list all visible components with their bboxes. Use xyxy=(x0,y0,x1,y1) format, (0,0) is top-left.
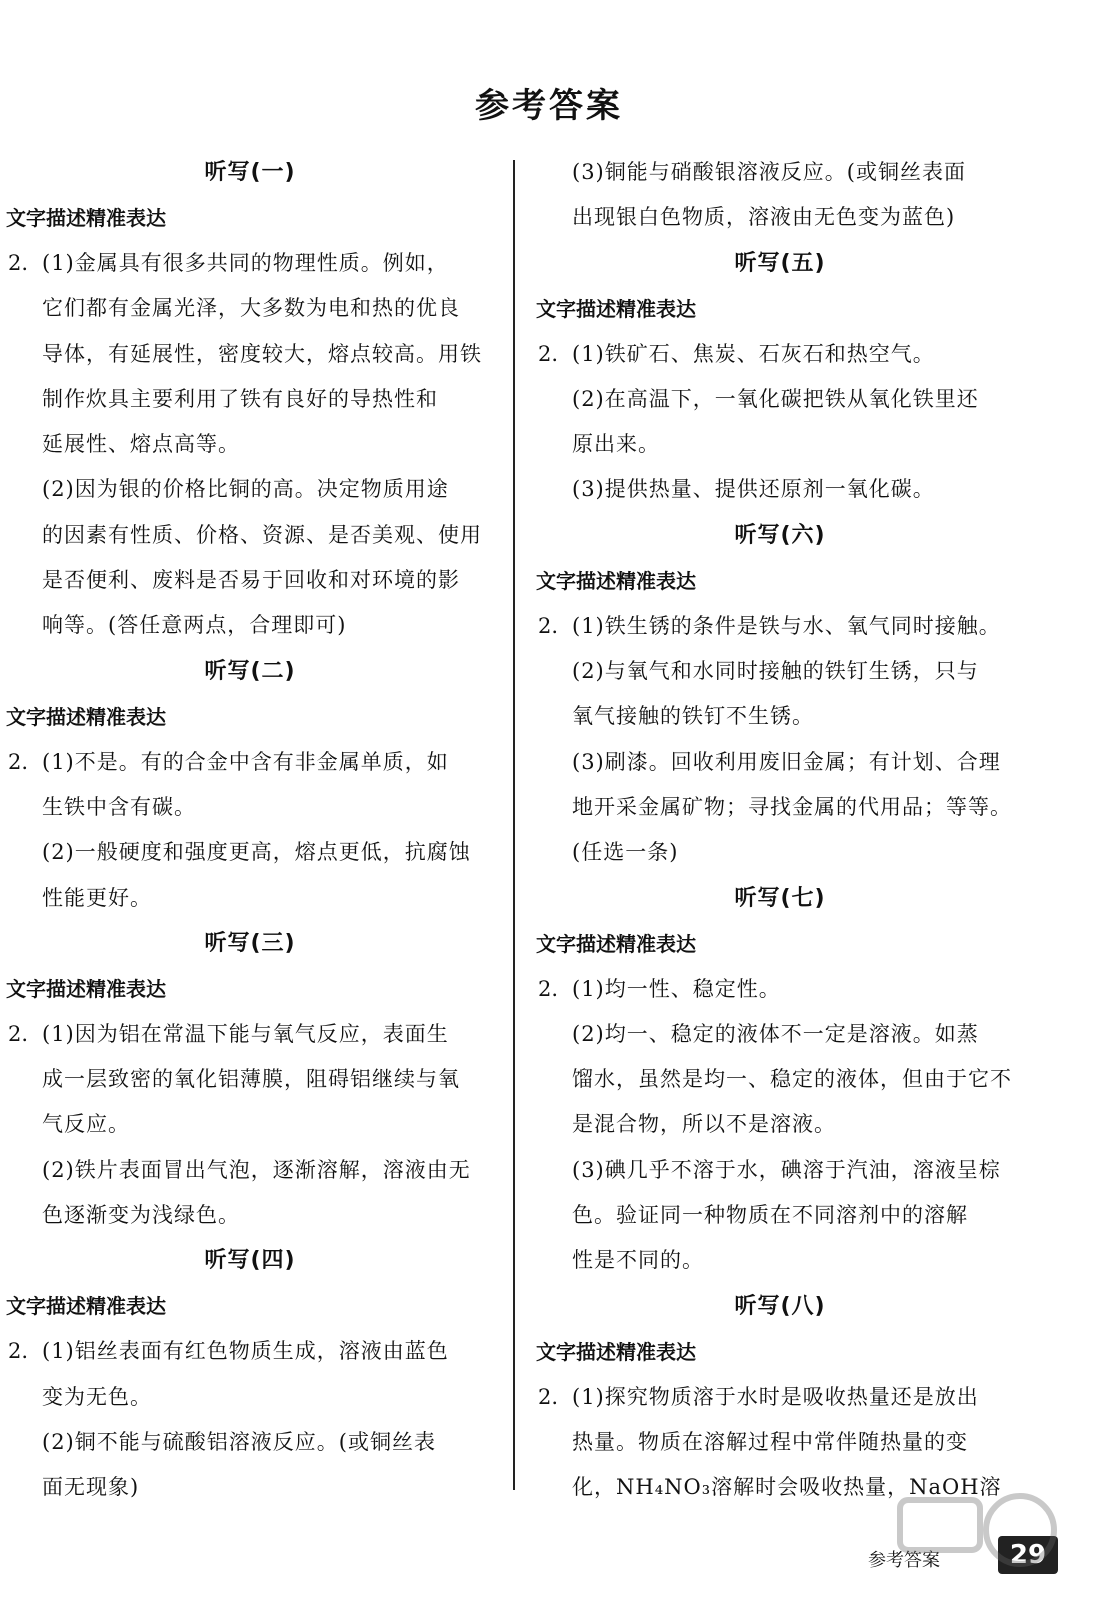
answer-line: (1)因为铝在常温下能与氧气反应，表面生 xyxy=(42,1021,449,1046)
sub-heading: 文字描述精准表达 xyxy=(6,206,166,230)
answer-line: (1)铁矿石、焦炭、石灰石和热空气。 xyxy=(572,341,935,366)
answer-line: (3)刷漆。回收利用废旧金属；有计划、合理 xyxy=(572,749,1001,774)
watermark-icon xyxy=(890,1470,1070,1600)
sub-heading: 文字描述精准表达 xyxy=(6,704,166,729)
answer-line: (2)一般硬度和强度更高，熔点更低，抗腐蚀 xyxy=(42,840,471,865)
answer-line: 生铁中含有碳。 xyxy=(42,794,196,819)
answer-line: 化，NH₄NO₃溶解时会吸收热量，NaOH溶 xyxy=(572,1475,1002,1500)
section-heading-7: 听写(七) xyxy=(734,885,826,911)
section-heading-8: 听写(八) xyxy=(734,1293,826,1319)
answer-line: (3)提供热量、提供还原剂一氧化碳。 xyxy=(572,477,935,502)
answer-line: (1)不是。有的合金中含有非金属单质，如 xyxy=(42,749,449,774)
answer-line: 色逐渐变为浅绿色。 xyxy=(42,1203,240,1228)
answer-line: 变为无色。 xyxy=(42,1384,152,1409)
answer-line: 是否便利、废料是否易于回收和对环境的影 xyxy=(42,568,460,593)
answer-line: (2)铁片表面冒出气泡，逐渐溶解，溶液由无 xyxy=(42,1157,471,1182)
page-title: 参考答案 xyxy=(475,86,623,126)
answer-block xyxy=(0,241,500,649)
answer-line: (2)在高温下，一氧化碳把铁从氧化铁里还 xyxy=(572,386,979,411)
answer-block xyxy=(530,150,1030,241)
answer-block xyxy=(530,332,1030,513)
answer-line: 气反应。 xyxy=(42,1112,130,1137)
sub-heading: 文字描述精准表达 xyxy=(536,296,696,321)
answer-block xyxy=(530,604,1030,876)
answer-line: 原出来。 xyxy=(572,432,660,457)
answer-block xyxy=(530,967,1030,1284)
question-number: 2. xyxy=(8,749,29,774)
answer-line: (2)铜不能与硫酸铝溶液反应。(或铜丝表 xyxy=(42,1429,436,1454)
section-heading-5: 听写(五) xyxy=(734,250,826,276)
answer-block xyxy=(0,740,500,921)
question-number: 2. xyxy=(8,1339,29,1364)
answer-line: 氧气接触的铁钉不生锈。 xyxy=(572,704,814,729)
answer-line: 是混合物，所以不是溶液。 xyxy=(572,1112,836,1137)
answer-line: (2)均一、稳定的液体不一定是溶液。如蒸 xyxy=(572,1021,979,1046)
section-heading-1: 听写(一) xyxy=(204,160,296,185)
left-column xyxy=(0,150,500,1500)
answer-line: 性能更好。 xyxy=(42,885,152,910)
answer-line: 热量。物质在溶解过程中常伴随热量的变 xyxy=(572,1429,968,1454)
sub-heading: 文字描述精准表达 xyxy=(536,568,696,593)
question-number: 2. xyxy=(538,976,559,1001)
answer-line: (1)铁生锈的条件是铁与水、氧气同时接触。 xyxy=(572,613,1001,638)
section-heading-6: 听写(六) xyxy=(734,522,826,548)
answer-line: 出现银白色物质，溶液由无色变为蓝色) xyxy=(572,205,956,230)
page-number: 29 xyxy=(998,1536,1058,1574)
answer-line: 地开采金属矿物；寻找金属的代用品；等等。 xyxy=(572,794,1012,819)
answer-line: (3)碘几乎不溶于水，碘溶于汽油，溶液呈棕 xyxy=(572,1157,1001,1182)
answer-line: 响等。(答任意两点，合理即可) xyxy=(42,613,347,638)
answer-line: (2)与氧气和水同时接触的铁钉生锈，只与 xyxy=(572,659,979,684)
question-number: 2. xyxy=(8,1021,29,1046)
footer-label: 参考答案 xyxy=(868,1550,940,1571)
right-column xyxy=(530,150,1030,1500)
answer-line: 导体，有延展性，密度较大，熔点较高。用铁 xyxy=(42,341,482,366)
section-heading-2: 听写(二) xyxy=(204,658,296,684)
answer-line: (3)铜能与硝酸银溶液反应。(或铜丝表面 xyxy=(572,160,966,184)
answer-line: 性是不同的。 xyxy=(572,1248,704,1273)
answer-line: 它们都有金属光泽，大多数为电和热的优良 xyxy=(42,296,460,321)
sub-heading: 文字描述精准表达 xyxy=(536,931,696,956)
section-heading-3: 听写(三) xyxy=(204,930,296,956)
answer-line: 面无现象) xyxy=(42,1475,140,1500)
question-number: 2. xyxy=(538,1384,559,1409)
answer-line: 的因素有性质、价格、资源、是否美观、使用 xyxy=(42,522,482,547)
answer-line: (1)金属具有很多共同的物理性质。例如， xyxy=(42,251,449,275)
sub-heading: 文字描述精准表达 xyxy=(6,976,166,1001)
answer-line: (任选一条) xyxy=(572,840,679,865)
answer-line: 馏水，虽然是均一、稳定的液体，但由于它不 xyxy=(572,1067,1012,1092)
sub-heading: 文字描述精准表达 xyxy=(6,1294,166,1319)
answer-line: 成一层致密的氧化铝薄膜，阻碍铝继续与氧 xyxy=(42,1067,460,1092)
sub-heading: 文字描述精准表达 xyxy=(536,1339,696,1364)
answer-line: (1)铝丝表面有红色物质生成，溶液由蓝色 xyxy=(42,1339,449,1364)
answer-line: 制作炊具主要利用了铁有良好的导热性和 xyxy=(42,386,438,411)
answer-line: 色。验证同一种物质在不同溶剂中的溶解 xyxy=(572,1203,968,1228)
answer-block xyxy=(0,1329,500,1510)
answer-line: 延展性、熔点高等。 xyxy=(42,432,240,457)
question-number: 2. xyxy=(538,341,559,366)
answer-line: (1)探究物质溶于水时是吸收热量还是放出 xyxy=(572,1384,979,1409)
answer-line: (2)因为银的价格比铜的高。决定物质用途 xyxy=(42,477,449,502)
question-number: 2. xyxy=(8,251,29,275)
answer-block xyxy=(0,1012,500,1238)
question-number: 2. xyxy=(538,613,559,638)
column-divider xyxy=(513,160,515,1490)
answer-line: (1)均一性、稳定性。 xyxy=(572,976,781,1001)
section-heading-4: 听写(四) xyxy=(204,1248,296,1274)
